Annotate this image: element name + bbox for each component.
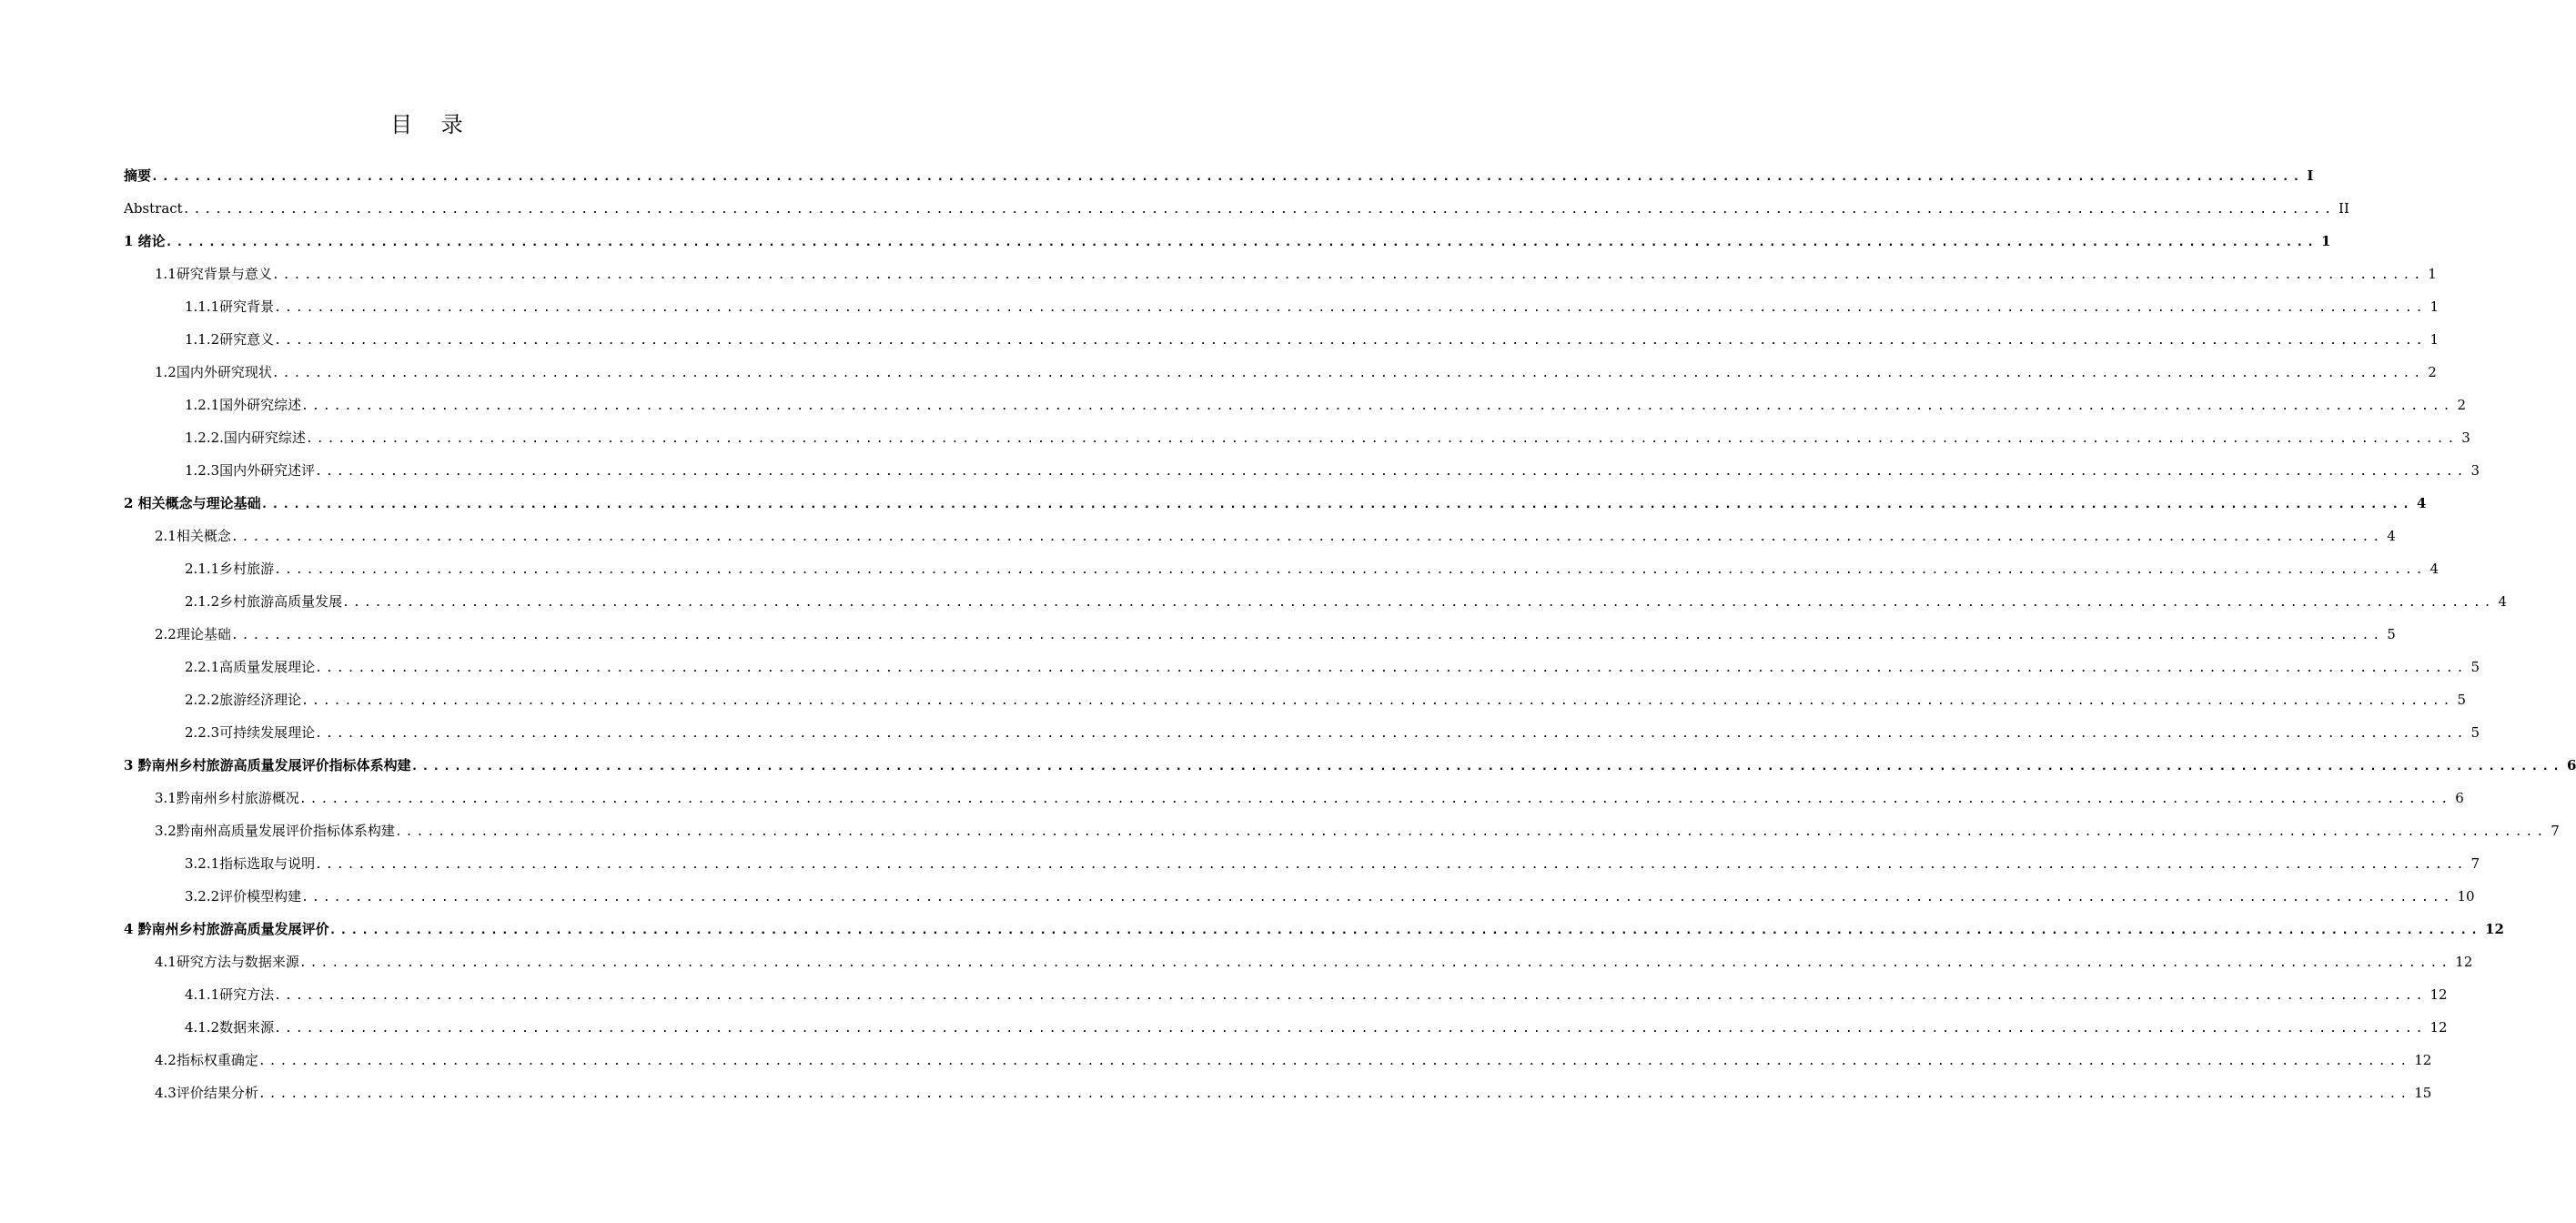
toc-entry-text: 3 黔南州乡村旅游高质量发展评价指标体系构建 xyxy=(124,757,411,773)
toc-leader-dots: ........................................................................................................................................................................................................ xyxy=(260,498,2414,511)
toc-entry[interactable] xyxy=(185,651,2480,683)
toc-page-number: 1 xyxy=(2428,266,2437,282)
toc-page-number: 4 xyxy=(2417,495,2427,511)
toc-entry-text: 4.1研究方法与数据来源 xyxy=(155,954,299,970)
toc-page-number: 10 xyxy=(2457,888,2475,905)
toc-page-number: 4 xyxy=(2387,528,2396,544)
toc-entry-text: 3.2.1指标选取与说明 xyxy=(185,855,316,872)
toc-entry-text: 1.1研究背景与意义 xyxy=(155,266,272,282)
toc-leader-dots: ........................................................................................................................................................................................................ xyxy=(298,793,2452,806)
toc-page-number: 3 xyxy=(2461,430,2470,446)
page-title: 目 录 xyxy=(390,112,474,137)
toc-entry-text: 4.3评价结果分析 xyxy=(155,1085,258,1101)
toc-entry[interactable] xyxy=(185,290,2440,323)
toc-leader-dots: ........................................................................................................................................................................................................ xyxy=(301,694,2454,708)
toc-entry[interactable] xyxy=(124,913,2504,945)
toc-leader-dots: ........................................................................................................................................................................................................ xyxy=(182,203,2336,217)
toc-page-number: 4 xyxy=(2498,593,2508,610)
toc-page-number: 12 xyxy=(2430,1019,2448,1036)
toc-page-number: 6 xyxy=(2455,790,2464,806)
toc-entry[interactable] xyxy=(185,389,2467,421)
toc-page-number: II xyxy=(2339,200,2349,217)
toc-entry[interactable] xyxy=(155,1044,2432,1076)
toc-entry[interactable] xyxy=(185,585,2508,618)
toc-leader-dots: ........................................................................................................................................................................................................ xyxy=(410,760,2564,773)
toc-entry[interactable] xyxy=(185,421,2470,454)
toc-page-number: 4 xyxy=(2430,561,2440,577)
toc-page-number: 5 xyxy=(2387,626,2396,642)
toc-entry[interactable] xyxy=(185,552,2440,585)
toc-leader-dots: ........................................................................................................................................................................................................ xyxy=(258,1055,2411,1068)
toc-entry-text: 4.1.2数据来源 xyxy=(185,1019,275,1036)
toc-entry[interactable] xyxy=(155,945,2473,978)
toc-leader-dots: ........................................................................................................................................................................................................ xyxy=(301,399,2454,413)
toc-entry[interactable] xyxy=(185,847,2480,880)
toc-leader-dots: ........................................................................................................................................................................................................ xyxy=(274,1022,2427,1036)
toc-page-number: 1 xyxy=(2430,298,2440,315)
toc-leader-dots: ........................................................................................................................................................................................................ xyxy=(342,596,2495,610)
toc-page-number: 12 xyxy=(2430,986,2448,1003)
toc-entry[interactable] xyxy=(185,454,2480,487)
toc-entry-text: 3.2.2评价模型构建 xyxy=(185,888,302,905)
toc-entry[interactable] xyxy=(124,749,2576,782)
toc-leader-dots: ........................................................................................................................................................................................................ xyxy=(274,563,2427,577)
toc-page-number: 7 xyxy=(2470,855,2480,872)
toc-entry-text: 4.1.1研究方法 xyxy=(185,986,275,1003)
toc-entry[interactable] xyxy=(124,192,2349,225)
toc-page-number: 1 xyxy=(2430,331,2440,348)
toc-page-number: 12 xyxy=(2414,1052,2432,1068)
toc-entry[interactable] xyxy=(155,520,2396,552)
toc-entry-text: 1.2国内外研究现状 xyxy=(155,364,272,380)
toc-page-number: 12 xyxy=(2455,954,2473,970)
toc-leader-dots: ........................................................................................................................................................................................................ xyxy=(151,170,2304,184)
toc-page-number: 1 xyxy=(2321,233,2331,249)
toc-page-number: 5 xyxy=(2470,659,2480,675)
toc-entry-text: 1.1.2研究意义 xyxy=(185,331,275,348)
toc-entry[interactable] xyxy=(185,1011,2448,1044)
toc-leader-dots: ........................................................................................................................................................................................................ xyxy=(315,662,2468,675)
toc-entry-text: 1.1.1研究背景 xyxy=(185,298,275,315)
toc-entry-text: 2.2理论基础 xyxy=(155,626,231,642)
toc-page-number: 3 xyxy=(2470,462,2480,479)
toc-entry-text: 3.2黔南州高质量发展评价指标体系构建 xyxy=(155,823,395,839)
toc-entry[interactable] xyxy=(155,782,2464,814)
toc-leader-dots: ........................................................................................................................................................................................................ xyxy=(274,301,2427,315)
toc-entry[interactable] xyxy=(155,1076,2432,1109)
toc-entry[interactable] xyxy=(124,225,2331,258)
toc-entry-text: 2.1相关概念 xyxy=(155,528,231,544)
toc-leader-dots: ........................................................................................................................................................................................................ xyxy=(298,956,2452,970)
toc-leader-dots: ........................................................................................................................................................................................................ xyxy=(165,236,2318,249)
toc-page-number: 2 xyxy=(2428,364,2437,380)
toc-page-number: 5 xyxy=(2470,724,2480,741)
toc-leader-dots: ........................................................................................................................................................................................................ xyxy=(315,465,2468,479)
toc-entry-text: 4.2指标权重确定 xyxy=(155,1052,258,1068)
toc-entry[interactable] xyxy=(155,618,2396,651)
toc-leader-dots: ........................................................................................................................................................................................................ xyxy=(315,727,2468,741)
toc-page-number: 2 xyxy=(2457,397,2467,413)
toc-entry-text: 摘要 xyxy=(124,167,152,184)
toc-leader-dots: ........................................................................................................................................................................................................ xyxy=(258,1087,2411,1101)
toc-page-number: I xyxy=(2307,167,2314,184)
toc-leader-dots: ........................................................................................................................................................................................................ xyxy=(271,367,2425,380)
toc-entry-text: Abstract xyxy=(124,200,183,217)
toc-leader-dots: ........................................................................................................................................................................................................ xyxy=(305,432,2459,446)
toc-page-number: 15 xyxy=(2414,1085,2432,1101)
toc-leader-dots: ........................................................................................................................................................................................................ xyxy=(394,825,2548,839)
toc-entry[interactable] xyxy=(185,323,2440,356)
toc-entry[interactable] xyxy=(155,356,2437,389)
toc-entry[interactable] xyxy=(155,814,2560,847)
toc-entry[interactable] xyxy=(124,487,2427,520)
toc-entry-text: 3.1黔南州乡村旅游概况 xyxy=(155,790,299,806)
toc-entry-text: 2.2.1高质量发展理论 xyxy=(185,659,316,675)
toc-entry[interactable] xyxy=(155,258,2437,290)
toc-entry-text: 2 相关概念与理论基础 xyxy=(124,495,261,511)
toc-entry-text: 1.2.1国外研究综述 xyxy=(185,397,302,413)
toc-page-number: 12 xyxy=(2485,921,2504,937)
toc-entry-text: 2.2.3可持续发展理论 xyxy=(185,724,316,741)
toc-entry-text: 2.1.2乡村旅游高质量发展 xyxy=(185,593,343,610)
toc-entry-text: 2.1.1乡村旅游 xyxy=(185,561,275,577)
toc-entry[interactable] xyxy=(185,716,2480,749)
toc-entry-text: 2.2.2旅游经济理论 xyxy=(185,692,302,708)
toc-entry[interactable] xyxy=(185,978,2448,1011)
toc-leader-dots: ........................................................................................................................................................................................................ xyxy=(230,629,2384,642)
toc-page-number: 6 xyxy=(2567,757,2576,773)
toc-leader-dots: ........................................................................................................................................................................................................ xyxy=(274,989,2427,1003)
toc-leader-dots: ........................................................................................................................................................................................................ xyxy=(274,334,2427,348)
toc-leader-dots: ........................................................................................................................................................................................................ xyxy=(271,268,2425,282)
toc-leader-dots: ........................................................................................................................................................................................................ xyxy=(230,531,2384,544)
toc-page-number: 7 xyxy=(2551,823,2560,839)
toc-entry-text: 4 黔南州乡村旅游高质量发展评价 xyxy=(124,921,329,937)
toc-entry[interactable] xyxy=(185,880,2475,913)
toc-entry[interactable] xyxy=(185,683,2467,716)
toc-entry-text: 1 绪论 xyxy=(124,233,166,249)
toc-leader-dots: ........................................................................................................................................................................................................ xyxy=(301,891,2454,905)
toc-leader-dots: ........................................................................................................................................................................................................ xyxy=(315,858,2468,872)
toc-leader-dots: ........................................................................................................................................................................................................ xyxy=(328,924,2482,937)
toc-entry[interactable] xyxy=(124,159,2314,192)
toc-page-number: 5 xyxy=(2457,692,2467,708)
toc-entry-text: 1.2.3国内外研究述评 xyxy=(185,462,316,479)
toc-entry-text: 1.2.2.国内研究综述 xyxy=(185,430,306,446)
